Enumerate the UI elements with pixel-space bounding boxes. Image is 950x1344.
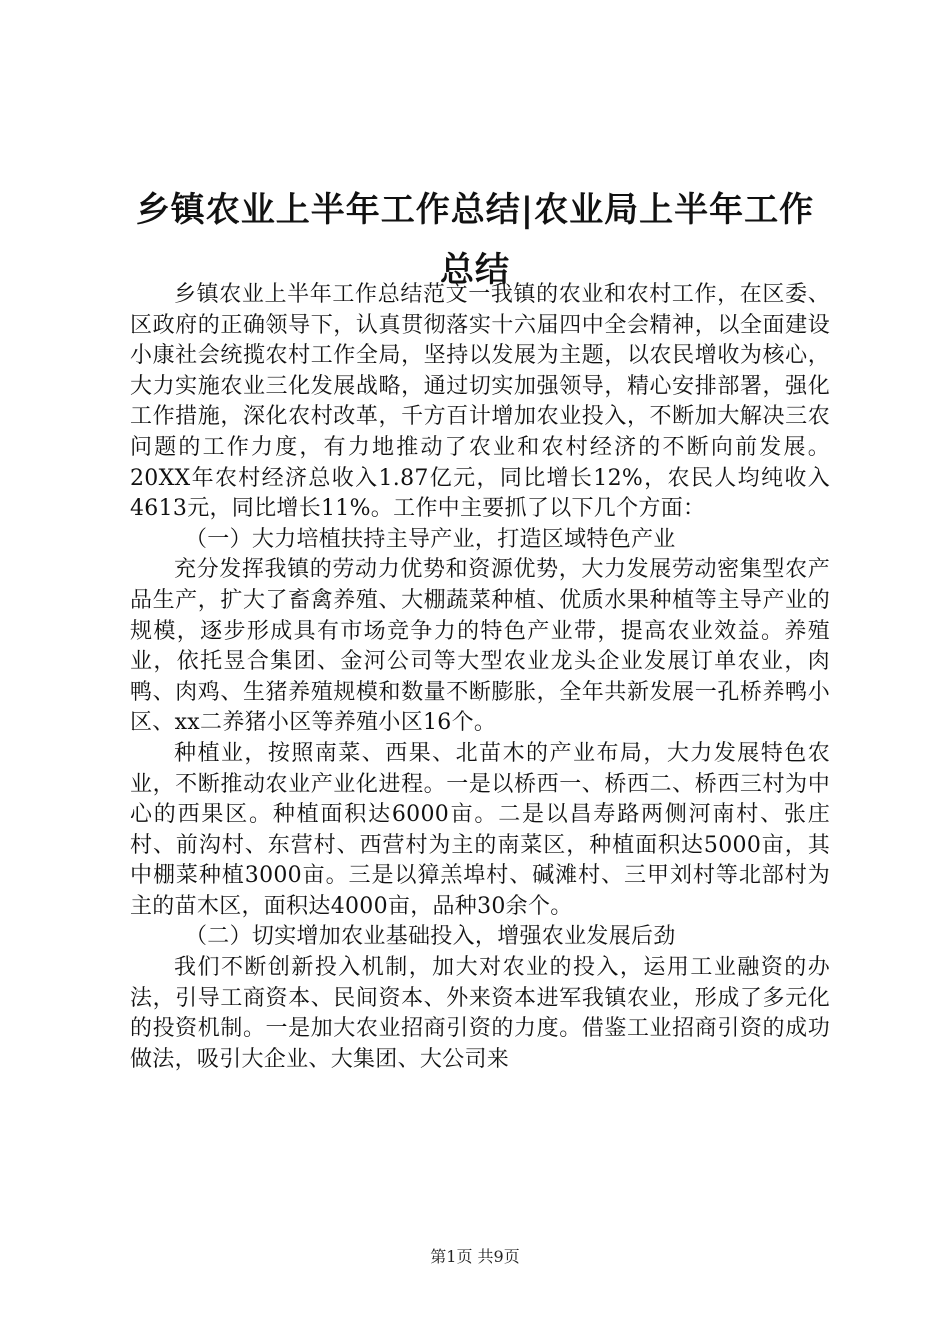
section-heading-2: （二）切实增加农业基础投入，增强农业发展后劲	[185, 924, 676, 950]
paragraph-intro: 乡镇农业上半年工作总结范文一我镇的农业和农村工作，在区委、区政府的正确领导下，认真贯彻落实十六届四中全会精神，以全面建设小康社会统揽农村工作全局，坚持以发展为主题，以农民增收为核心，大力实施农业三化发展战略，通过切实加强领导，精心安排部署，强化工作措施，深化农村改革，千方百计增加农业投入，不断加大解决三农问题的工作力度，有力地推动了农业和农村经济的不断向前发展。20XX年农村经济总收入1.87亿元，同比增长12%，农民人均纯收入4613元，同比增长11%。工作中主要抓了以下几个方面：	[130, 282, 830, 522]
title-line-1: 乡镇农业上半年工作总结|农业局上半年工作	[135, 190, 815, 230]
paragraph-industry: 充分发挥我镇的劳动力优势和资源优势，大力发展劳动密集型农产品生产，扩大了畜禽养殖、大棚蔬菜种植、优质水果种植等主导产业的规模，逐步形成具有市场竞争力的特色产业带，提高农业效益。养殖业，依托昱合集团、金河公司等大型农业龙头企业发展订单农业，肉鸭、肉鸡、生猪养殖规模和数量不断膨胀，全年共新发展一孔桥养鸭小区、xx二养猪小区等养殖小区16个。	[130, 557, 830, 736]
title-line-2: 总结	[440, 250, 510, 290]
paragraph-planting: 种植业，按照南菜、西果、北苗木的产业布局，大力发展特色农业，不断推动农业产业化进程。一是以桥西一、桥西二、桥西三村为中心的西果区。种植面积达6000亩。二是以昌寿路两侧河南村、张庄村、前沟村、东营村、西营村为主的南菜区，种植面积达5000亩，其中棚菜种植3000亩。三是以獐羔埠村、碱滩村、三甲刘村等北部村为主的苗木区，面积达4000亩，品种30余个。	[130, 740, 830, 919]
section-heading-1: （一）大力培植扶持主导产业，打造区域特色产业	[185, 526, 676, 552]
document-body	[130, 280, 830, 1075]
paragraph-investment: 我们不断创新投入机制，加大对农业的投入，运用工业融资的办法，引导工商资本、民间资本、外来资本进军我镇农业，形成了多元化的投资机制。一是加大农业招商引资的力度。借鉴工业招商引资的成功做法，吸引大企业、大集团、大公司来	[130, 955, 830, 1072]
page-footer: 第1页 共9页	[430, 1247, 520, 1266]
